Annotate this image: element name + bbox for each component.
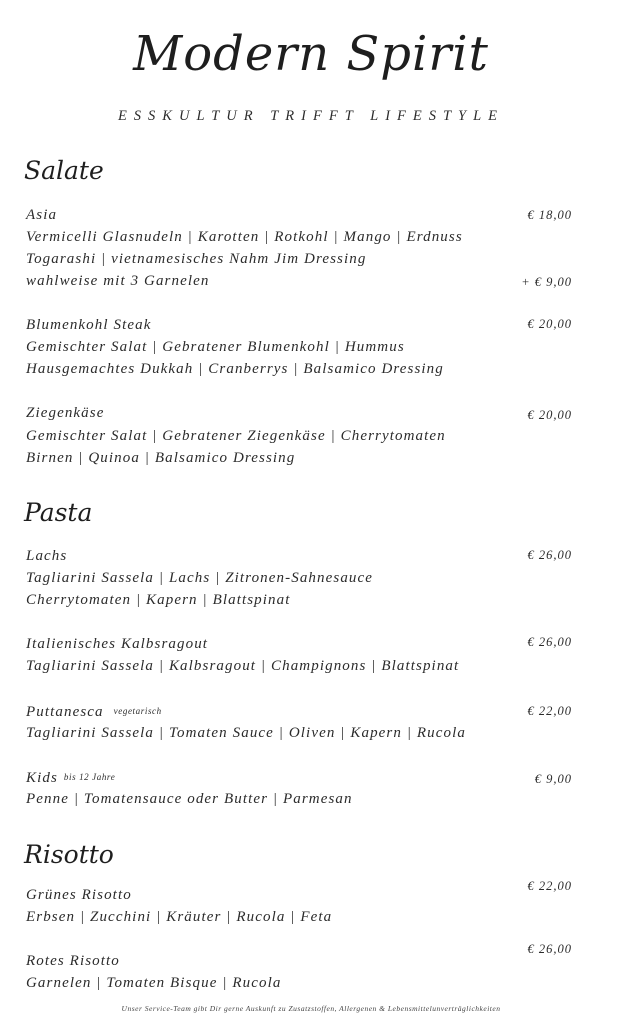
item-description-line: Gemischter Salat | Gebratener Blumenkohl | Hummus <box>26 339 405 355</box>
tagline: ESSKULTUR TRIFFT LIFESTYLE <box>117 108 505 124</box>
item-description-line: Gemischter Salat | Gebratener Ziegenkäse | Cherrytomaten <box>26 428 446 444</box>
item-name-row <box>26 768 115 787</box>
item-description-line: Penne | Tomatensauce oder Butter | Parmesan <box>26 791 353 807</box>
item-description-line: Tagliarini Sassela | Kalbsragout | Champignons | Blattspinat <box>26 658 460 674</box>
item-price: € 20,00 <box>527 317 572 331</box>
item-description-line: Garnelen | Tomaten Bisque | Rucola <box>26 975 282 991</box>
item-price: € 9,00 <box>534 772 572 786</box>
item-price: € 18,00 <box>527 208 572 222</box>
item-price: € 26,00 <box>527 942 572 956</box>
item-price: € 26,00 <box>527 548 572 562</box>
item-description-line: Erbsen | Zucchini | Kräuter | Rucola | Feta <box>26 909 333 925</box>
item-name: Asia <box>26 207 58 223</box>
item-description-line: Vermicelli Glasnudeln | Karotten | Rotkohl | Mango | Erdnuss <box>26 229 463 245</box>
item-name: Grünes Risotto <box>26 887 132 903</box>
item-name: Italienisches Kalbsragout <box>26 636 209 652</box>
section-title-pasta: Pasta <box>24 498 93 527</box>
brand-title: Modern Spirit <box>133 26 489 82</box>
item-name: Rotes Risotto <box>26 953 120 969</box>
item-name: Kids <box>26 770 58 786</box>
item-price: € 22,00 <box>527 704 572 718</box>
section-title-salate: Salate <box>24 156 104 185</box>
item-description-line: Tagliarini Sassela | Tomaten Sauce | Oliven | Kapern | Rucola <box>26 725 466 741</box>
item-note: bis 12 Jahre <box>63 772 116 782</box>
item-description-line: Birnen | Quinoa | Balsamico Dressing <box>26 450 296 466</box>
item-name: Blumenkohl Steak <box>26 317 152 333</box>
item-price: € 20,00 <box>527 408 572 422</box>
item-name: Puttanesca <box>26 704 104 720</box>
item-extra-price: + € 9,00 <box>521 275 572 289</box>
item-description-line: Cherrytomaten | Kapern | Blattspinat <box>26 592 291 608</box>
item-description-line: Tagliarini Sassela | Lachs | Zitronen-Sahnesauce <box>26 570 374 586</box>
section-title-risotto: Risotto <box>24 840 114 869</box>
item-name-row <box>26 702 162 721</box>
item-description-line: Togarashi | vietnamesisches Nahm Jim Dressing <box>26 251 367 267</box>
item-name: Lachs <box>26 548 68 564</box>
item-price: € 22,00 <box>527 879 572 893</box>
item-note: vegetarisch <box>113 706 162 716</box>
item-description-line: Hausgemachtes Dukkah | Cranberrys | Balsamico Dressing <box>26 361 444 377</box>
item-price: € 26,00 <box>527 635 572 649</box>
item-name: Ziegenkäse <box>26 405 105 421</box>
item-description-line: wahlweise mit 3 Garnelen <box>26 273 210 289</box>
allergen-footer-note: Unser Service-Team gibt Dir gerne Auskunft zu Zusatzstoffen, Allergenen & Lebensmittelunverträglichkeiten <box>121 1004 501 1013</box>
